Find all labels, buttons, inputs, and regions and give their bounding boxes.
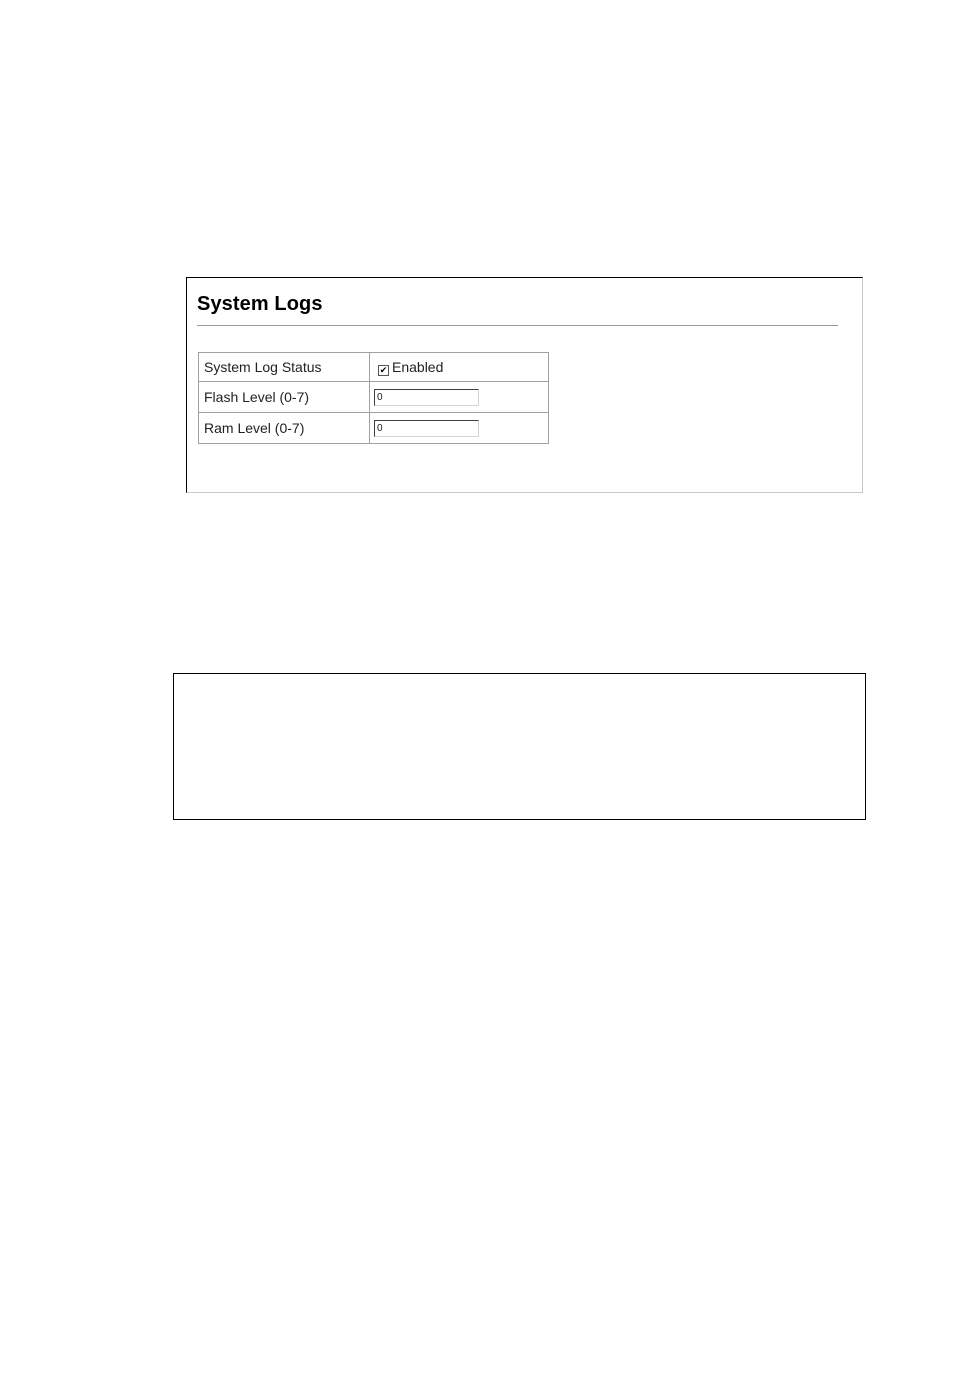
flash-level-input[interactable]: 0	[374, 389, 479, 406]
flash-level-cell	[370, 382, 549, 413]
title-divider	[197, 325, 838, 326]
system-logs-panel	[186, 277, 863, 493]
table-row	[199, 382, 549, 413]
flash-level-label: Flash Level (0-7)	[199, 382, 370, 413]
enabled-label: Enabled	[392, 358, 444, 375]
ram-level-input[interactable]: 0	[374, 420, 479, 437]
table-row	[199, 413, 549, 444]
system-log-status-label: System Log Status	[199, 353, 370, 382]
system-log-status-checkbox[interactable]: ✔	[379, 364, 388, 375]
table-row	[199, 353, 549, 382]
ram-level-label: Ram Level (0-7)	[199, 413, 370, 444]
system-log-status-cell	[370, 353, 549, 382]
page-title: System Logs	[197, 293, 323, 315]
empty-note-box	[173, 673, 866, 820]
ram-level-cell	[370, 413, 549, 444]
settings-table	[198, 352, 549, 444]
